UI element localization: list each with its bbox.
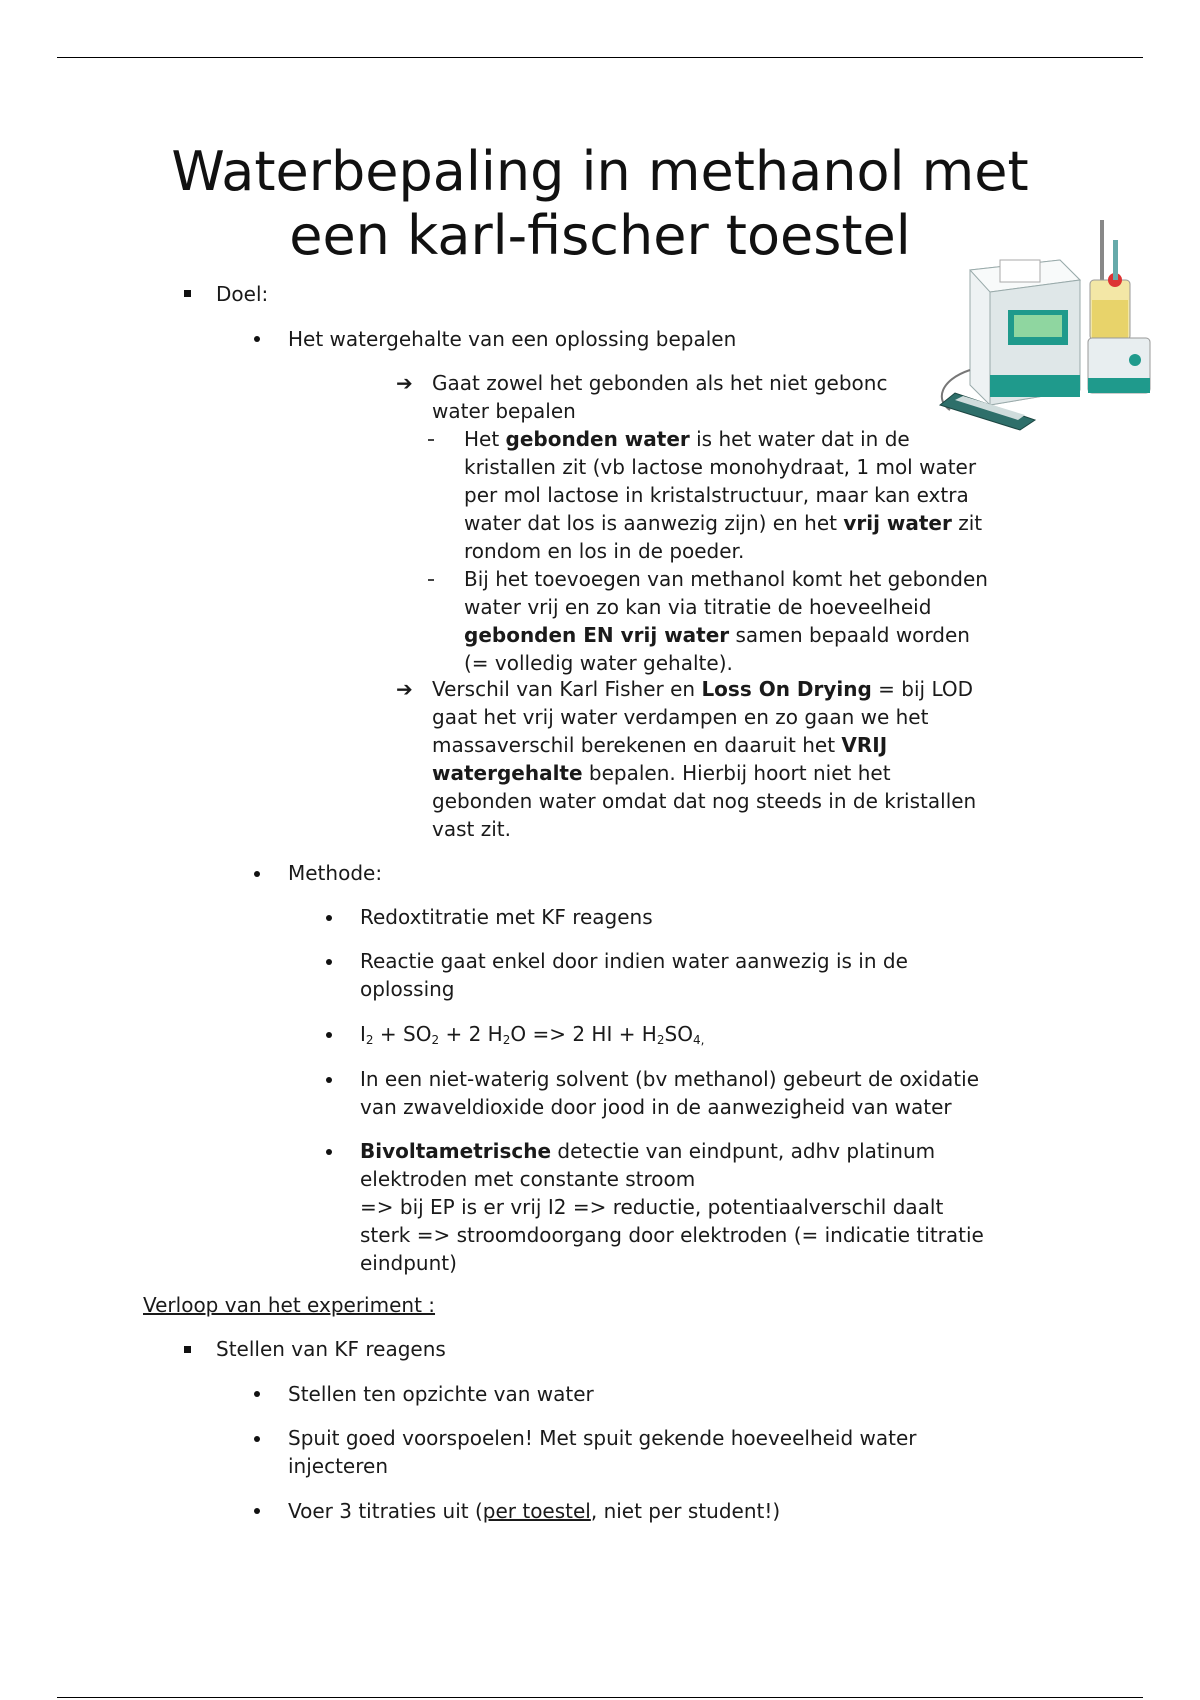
doel-dash1-line1 (464, 425, 910, 453)
doel-arrow2-line4 (432, 759, 891, 787)
bold-term: gebonden EN vrij water (464, 623, 730, 647)
bullet-dot (254, 1391, 260, 1397)
methode-item-1: Redoxtitratie met KF reagens (360, 905, 653, 929)
text-span: is het water dat in de (689, 427, 910, 451)
bullet-dot (326, 1032, 332, 1038)
doel-dash1-line5: rondom en los in de poeder. (464, 539, 745, 563)
subscript: 4, (692, 1033, 705, 1047)
doel-arrow2-line2: gaat het vrij water verdampen en zo gaan we het (432, 705, 929, 729)
methode-item5-line3: => bij EP is er vrij I2 => reductie, potentiaalverschil daalt (360, 1195, 944, 1219)
verloop-sub-3 (288, 1497, 780, 1525)
underlined-text: per toestel (482, 1499, 591, 1523)
bullet-dot (326, 915, 332, 921)
text-span: I (360, 1022, 366, 1046)
text-span: SO (664, 1022, 693, 1046)
text-span: Het (464, 427, 506, 451)
text-span: = bij LOD (871, 677, 974, 701)
title-line-2: een karl-fischer toestel (289, 204, 911, 267)
arrow-bullet-icon: ➔ (396, 371, 413, 395)
bullet-dash (428, 439, 434, 441)
doel-arrow2-line1 (432, 675, 973, 703)
karl-fischer-titrator-icon (930, 210, 1170, 440)
doel-arrow1-line1: Gaat zowel het gebonden als het niet gebonc (432, 371, 888, 395)
footer-rule (57, 1697, 1143, 1698)
doel-dash2-line4: (= volledig water gehalte). (464, 651, 733, 675)
doel-dash1-line4 (464, 509, 982, 537)
doel-arrow1-line2: water bepalen (432, 399, 576, 423)
text-span: water dat los is aanwezig zijn) en het (464, 511, 844, 535)
verloop-sub2-line2: injecteren (288, 1454, 388, 1478)
bullet-dot (254, 1508, 260, 1514)
doel-arrow2-line6: vast zit. (432, 817, 511, 841)
title-line-1: Waterbepaling in methanol met (171, 140, 1029, 203)
methode-item4-line2: van zwaveldioxide door jood in de aanwezigheid van water (360, 1095, 952, 1119)
doel-dash1-line2: kristallen zit (vb lactose monohydraat, 1 mol water (464, 455, 977, 479)
text-span: Voer 3 titraties uit ( (288, 1499, 483, 1523)
text-span: Verschil van Karl Fisher en (432, 677, 702, 701)
bullet-dot (254, 1436, 260, 1442)
page-title (140, 140, 1060, 268)
doel-dash2-line1: Bij het toevoegen van methanol komt het gebonden (464, 567, 988, 591)
bullet-dot (254, 871, 260, 877)
methode-label: Methode: (288, 861, 383, 885)
bold-term: watergehalte (432, 761, 583, 785)
doel-label: Doel: (216, 282, 269, 306)
methode-item5-line2: elektroden met constante stroom (360, 1167, 696, 1191)
bullet-square (184, 290, 191, 297)
text-span: samen bepaald worden (729, 623, 970, 647)
methode-item2-line2: oplossing (360, 977, 455, 1001)
bullet-dot (326, 1077, 332, 1083)
text-span: + 2 H (439, 1022, 503, 1046)
verloop-sub-1: Stellen ten opzichte van water (288, 1382, 594, 1406)
doel-arrow2-line3 (432, 731, 887, 759)
methode-equation (360, 1020, 704, 1048)
text-span: zit (951, 511, 983, 535)
methode-item5-line5: eindpunt) (360, 1251, 457, 1275)
text-span: , niet per student!) (590, 1499, 781, 1523)
header-rule (57, 57, 1143, 58)
methode-item5-line1 (360, 1137, 935, 1165)
bullet-dot (326, 1149, 332, 1155)
text-span: bepalen. Hierbij hoort niet het (582, 761, 891, 785)
text-span: O => 2 HI + H (510, 1022, 657, 1046)
methode-item4-line1: In een niet-waterig solvent (bv methanol) gebeurt de oxidatie (360, 1067, 979, 1091)
text-span: + SO (373, 1022, 432, 1046)
doel-dash2-line2: water vrij en zo kan via titratie de hoeveelheid (464, 595, 932, 619)
verloop-heading (143, 1291, 435, 1319)
verloop-sub2-line1: Spuit goed voorspoelen! Met spuit gekende hoeveelheid water (288, 1426, 917, 1450)
doel-dash1-line3: per mol lactose in kristalstructuur, maar kan extra (464, 483, 969, 507)
bullet-square (184, 1346, 191, 1353)
text-span: massaverschil berekenen en daaruit het (432, 733, 842, 757)
bold-term: VRIJ (841, 733, 888, 757)
arrow-bullet-icon: ➔ (396, 677, 413, 701)
underlined-heading: Verloop van het experiment : (143, 1293, 436, 1317)
bold-term: vrij water (843, 511, 952, 535)
text-span: detectie van eindpunt, adhv platinum (551, 1139, 936, 1163)
doel-dash2-line3 (464, 621, 970, 649)
bold-term: Loss On Drying (701, 677, 872, 701)
bold-term: gebonden water (505, 427, 690, 451)
bullet-dot (326, 959, 332, 965)
methode-item5-line4: sterk => stroomdoorgang door elektroden (= indicatie titratie (360, 1223, 984, 1247)
bold-term: Bivoltametrische (360, 1139, 552, 1163)
methode-item2-line1: Reactie gaat enkel door indien water aanwezig is in de (360, 949, 908, 973)
doel-arrow2-line5: gebonden water omdat dat nog steeds in de kristallen (432, 789, 977, 813)
bullet-dot (254, 336, 260, 342)
doel-item-1: Het watergehalte van een oplossing bepalen (288, 327, 737, 351)
subscript: 2 (365, 1033, 374, 1047)
subscript: 2 (656, 1033, 665, 1047)
subscript: 2 (431, 1033, 440, 1047)
bullet-dash (428, 579, 434, 581)
subscript: 2 (502, 1033, 511, 1047)
verloop-stellen: Stellen van KF reagens (216, 1337, 446, 1361)
